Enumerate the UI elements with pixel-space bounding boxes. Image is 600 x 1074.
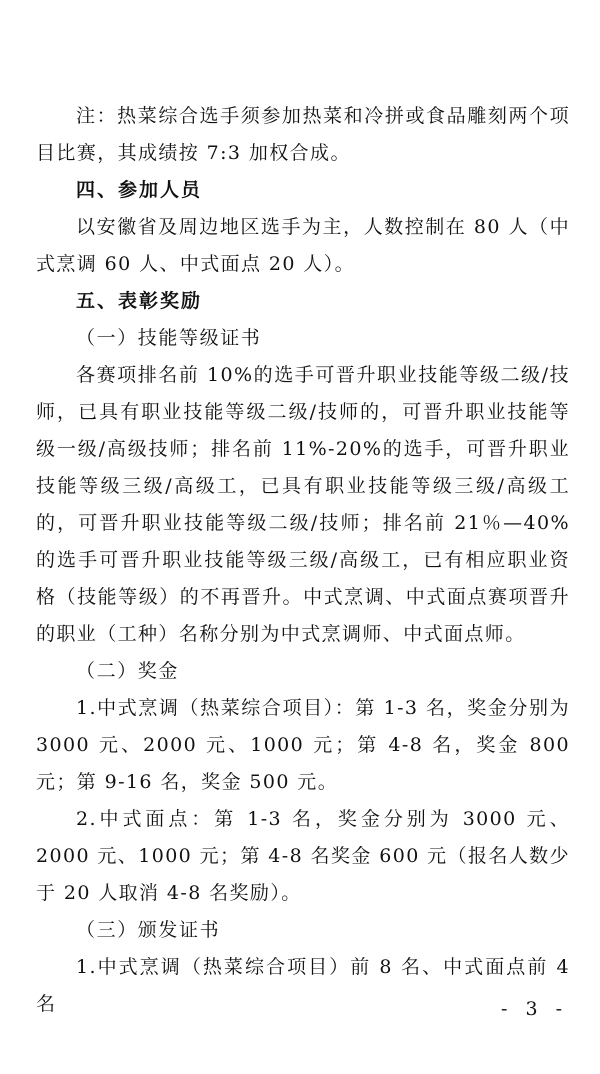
subsection-2-item-2: 2.中式面点：第 1-3 名，奖金分别为 3000 元、2000 元、1000 元；第 4-8 名奖金 600 元（报名人数少于 20 人取消 4-8 名奖励）。: [36, 808, 570, 904]
page-number: - 3 -: [500, 998, 568, 1020]
subsection-1-heading: （一）技能等级证书: [76, 327, 262, 349]
subsection-2-heading: （二）奖金: [76, 660, 180, 682]
subsection-3-item-1: 1.中式烹调（热菜综合项目）前 8 名、中式面点前 4 名: [36, 956, 570, 1015]
subsection-2-item-1: 1.中式烹调（热菜综合项目）：第 1-3 名，奖金分别为 3000 元、2000 元、1000 元；第 4-8 名，奖金 800 元；第 9-16 名，奖金 500 元。: [36, 697, 570, 793]
section-4-body: 以安徽省及周边地区选手为主，人数控制在 80 人（中式烹调 60 人、中式面点 20 人）。: [36, 216, 570, 275]
section-5-heading: 五、表彰奖励: [76, 290, 203, 312]
subsection-1-body: 各赛项排名前 10%的选手可晋升职业技能等级二级/技师，已具有职业技能等级二级/技师的，可晋升职业技能等级一级/高级技师；排名前 11%-20%的选手，可晋升职业技能等级三级/高级工，已具有职业技能等级三级/高级工的，可晋升职业技能等级二级/技师；排名前 21％—40%的选手可晋升职业技能等级三级/高级工，已有相应职业资格（技能等级）的不再晋升。中式烹调、中式面点赛项晋升的职业（工种）名称分别为中式烹调师、中式面点师。: [36, 364, 570, 645]
note-paragraph: 注：热菜综合选手须参加热菜和冷拼或食品雕刻两个项目比赛，其成绩按 7:3 加权合成。: [36, 105, 570, 164]
subsection-3-heading: （三）颁发证书: [76, 919, 221, 941]
section-4-heading: 四、参加人员: [76, 179, 203, 201]
